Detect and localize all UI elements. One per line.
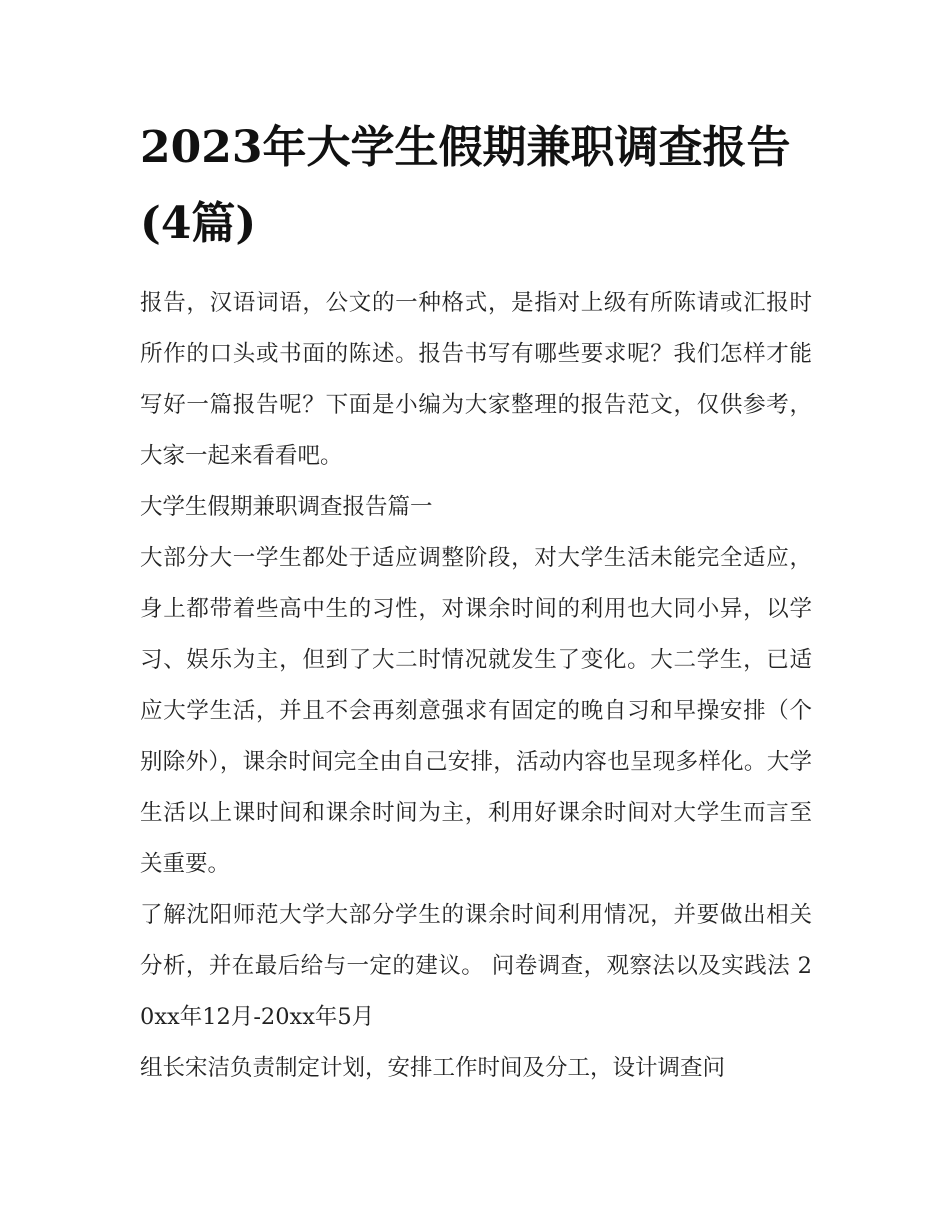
body-paragraph: 了解沈阳师范大学大部分学生的课余时间利用情况，并要做出相关分析，并在最后给与一定的建议。 问卷调查，观察法以及实践法 20xx年12月-20xx年5月: [140, 902, 812, 1030]
body-paragraph: 组长宋洁负责制定计划，安排工作时间及分工，设计调查问: [140, 1055, 726, 1081]
intro-paragraph: 报告，汉语词语，公文的一种格式，是指对上级有所陈请或汇报时所作的口头或书面的陈述。报告书写有哪些要求呢？我们怎样才能写好一篇报告呢？下面是小编为大家整理的报告范文，仅供参考，大家一起来看看吧。: [140, 290, 812, 469]
section-heading: 大学生假期兼职调查报告篇一: [140, 494, 433, 520]
document-page: [140, 110, 812, 1094]
body-paragraph: 大部分大一学生都处于适应调整阶段，对大学生活未能完全适应，身上都带着些高中生的习性，对课余时间的利用也大同小异，以学习、娱乐为主，但到了大二时情况就发生了变化。大二学生，已适应大学生活，并且不会再刻意强求有固定的晚自习和早操安排（个别除外），课余时间完全由自己安排，活动内容也呈现多样化。大学生活以上课时间和课余时间为主，利用好课余时间对大学生而言至关重要。: [140, 545, 812, 877]
document-title: 2023年大学生假期兼职调查报告(4篇): [140, 122, 791, 249]
